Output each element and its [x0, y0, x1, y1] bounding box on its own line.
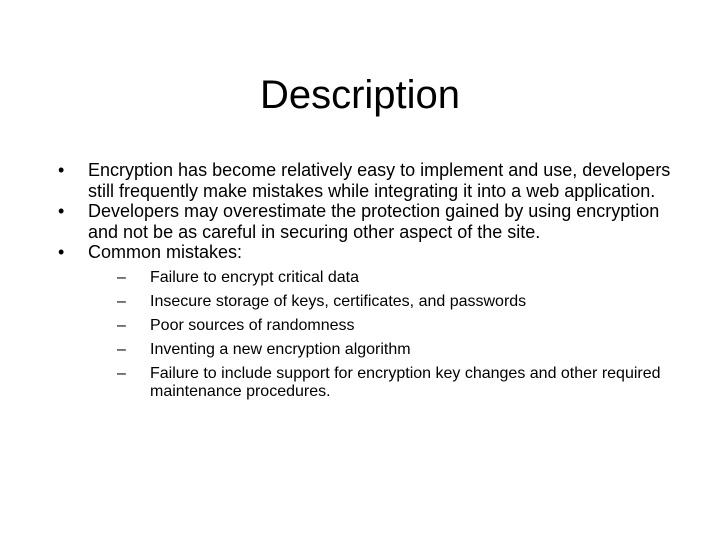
- sub-bullet-text: Poor sources of randomness: [150, 316, 355, 334]
- bullet-marker: •: [58, 160, 65, 180]
- dash-marker: –: [117, 268, 126, 286]
- bullet-marker: •: [58, 242, 65, 262]
- bullet-list: [58, 160, 678, 401]
- sub-bullet-item: [88, 365, 678, 401]
- slide-title: Description: [259, 73, 461, 117]
- bullet-text: Encryption has become relatively easy to implement and use, developers still frequently make mistakes while integrating it into a web application.: [88, 160, 671, 201]
- sub-bullet-text: Insecure storage of keys, certificates, and passwords: [150, 292, 527, 310]
- sub-bullet-list: [88, 269, 678, 401]
- sub-bullet-text: Failure to include support for encryption key changes and other required maintenance procedures.: [150, 364, 661, 400]
- bullet-text: Developers may overestimate the protection gained by using encryption and not be as careful in securing other aspect of the site.: [88, 201, 660, 242]
- bullet-item: [58, 201, 678, 242]
- sub-bullet-text: Inventing a new encryption algorithm: [150, 340, 411, 358]
- sub-bullet-item: [88, 269, 678, 287]
- sub-bullet-item: [88, 317, 678, 335]
- dash-marker: –: [117, 364, 126, 382]
- bullet-item: [58, 160, 678, 201]
- bullet-item: [58, 242, 678, 401]
- dash-marker: –: [117, 340, 126, 358]
- bullet-text: Common mistakes:: [88, 242, 243, 262]
- bullet-marker: •: [58, 201, 65, 221]
- sub-bullet-item: [88, 341, 678, 359]
- dash-marker: –: [117, 292, 126, 310]
- sub-bullet-text: Failure to encrypt critical data: [150, 268, 359, 286]
- dash-marker: –: [117, 316, 126, 334]
- sub-bullet-item: [88, 293, 678, 311]
